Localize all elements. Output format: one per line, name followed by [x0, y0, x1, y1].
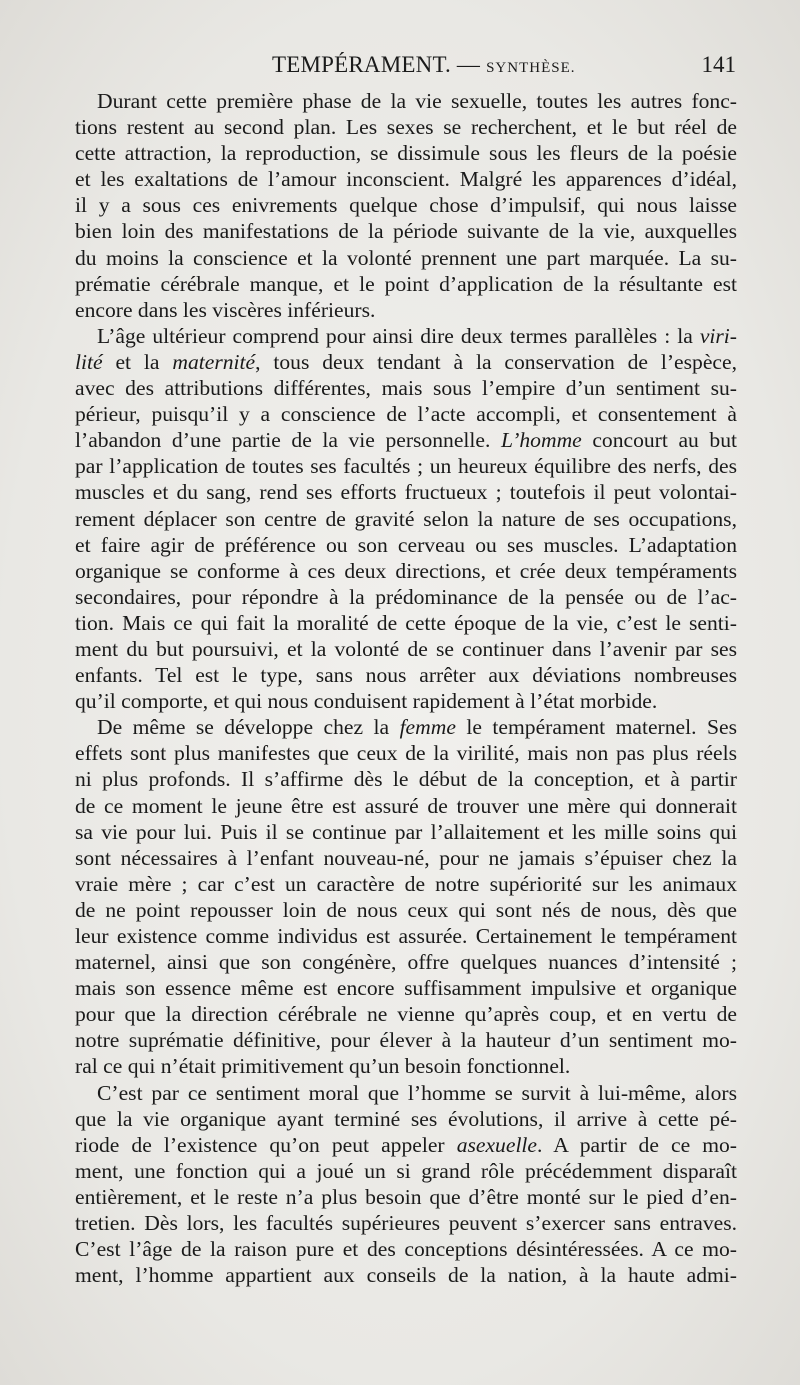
text-segment: riode de l’existence qu’on peut appeler — [75, 1132, 457, 1157]
text-line — [75, 1210, 737, 1236]
text-line — [75, 819, 737, 845]
text-segment: C’est par ce sentiment moral que l’homme se survit à lui-même, alors — [97, 1080, 737, 1105]
text-line — [75, 1001, 737, 1027]
text-line — [75, 662, 737, 688]
text-line — [75, 793, 737, 819]
text-segment: bien loin des manifestations de la période suivante de la vie, auxquelles — [75, 219, 737, 244]
text-line — [75, 479, 737, 505]
italic-text: maternité — [172, 349, 256, 374]
text-line — [75, 1053, 737, 1079]
text-line — [75, 949, 737, 975]
text-line — [75, 1106, 737, 1132]
text-line — [75, 1027, 737, 1053]
text-line — [75, 636, 737, 662]
text-line — [75, 271, 737, 297]
text-segment: Durant cette première phase de la vie sexuelle, toutes les autres fonc- — [97, 89, 737, 113]
text-line — [75, 584, 737, 610]
text-segment: que la vie organique ayant terminé ses évolutions, il arrive à cette pé- — [75, 1106, 737, 1131]
text-segment: enfants. Tel est le type, sans nous arrêter aux déviations nombreuses — [75, 663, 737, 688]
text-line — [75, 506, 737, 532]
text-line — [75, 897, 737, 923]
text-segment: il y a sous ces enivrements quelque chose d’impulsif, qui nous laisse — [75, 193, 737, 218]
section-title: SYNTHÈSE. — [486, 60, 576, 76]
text-line — [75, 218, 737, 244]
text-line — [75, 871, 737, 897]
text-segment: vraie mère ; car c’est un caractère de notre supériorité sur les animaux — [75, 871, 737, 896]
text-segment: de ne point repousser loin de nous ceux qui sont nés de nous, dès que — [75, 897, 737, 922]
text-segment: par l’application de toutes ses facultés ; un heureux équilibre des nerfs, des — [75, 454, 737, 479]
text-segment: de ce moment le jeune être est assuré de trouver une mère qui donnerait — [75, 793, 737, 818]
text-segment: ment, l’homme appartient aux conseils de la nation, à la haute admi- — [75, 1263, 737, 1288]
text-segment: avec des attributions différentes, mais sous l’empire d’un sentiment su- — [75, 376, 737, 401]
text-segment: et faire agir de préférence ou son cerveau ou ses muscles. L’adaptation — [75, 532, 737, 557]
text-line — [75, 766, 737, 792]
text-segment: encore dans les viscères inférieurs. — [75, 297, 376, 322]
text-segment: ment du but poursuivi, et la volonté de se continuer dans l’avenir par ses — [75, 636, 737, 661]
text-line — [75, 688, 737, 714]
text-segment: organique se conforme à ces deux directions, et crée deux tempéraments — [75, 558, 737, 583]
text-segment: le tempérament maternel. Ses — [455, 715, 737, 740]
text-line — [75, 453, 737, 479]
text-segment: De même se développe chez la — [97, 715, 400, 740]
text-line — [75, 1132, 737, 1158]
text-segment: concourt au but — [581, 428, 738, 453]
text-line — [75, 1158, 737, 1184]
running-head — [0, 50, 800, 82]
text-line — [75, 323, 737, 349]
text-line — [75, 375, 737, 401]
text-segment: ni plus profonds. Il s’affirme dès le début de la conception, et à partir — [75, 767, 737, 792]
italic-text: viri- — [699, 323, 737, 348]
text-segment: ment, une fonction qui a joué un si grand rôle précédemment disparaît — [75, 1158, 737, 1183]
text-segment: mais son essence même est encore suffisamment impulsive et organique — [75, 976, 737, 1001]
text-segment: tretien. Dès lors, les facultés supérieures peuvent s’exercer sans entraves. — [75, 1211, 737, 1236]
text-segment: leur existence comme individus est assurée. Certainement le tempérament — [75, 924, 737, 948]
text-line — [75, 245, 737, 271]
text-segment: entièrement, et le reste n’a plus besoin que d’être monté sur le pied d’en- — [75, 1184, 737, 1209]
text-segment: muscles et du sang, rend ses efforts fructueux ; toutefois il peut volontai- — [75, 480, 737, 505]
text-line — [75, 349, 737, 375]
text-segment: pour que la direction cérébrale ne vienne qu’après coup, et en vertu de — [75, 1002, 737, 1027]
text-line — [75, 88, 737, 114]
text-segment: rement déplacer son centre de gravité selon la nature de ses occupations, — [75, 506, 737, 531]
italic-text: femme — [399, 715, 456, 740]
text-segment: et la — [102, 349, 173, 374]
text-segment: cette attraction, la reproduction, se dissimule sous les fleurs de la poésie — [75, 141, 737, 166]
running-head-title — [272, 52, 575, 78]
text-line — [75, 923, 737, 949]
text-line — [75, 401, 737, 427]
text-segment: maternel, ainsi que son congénère, offre quelques nuances d’intensité ; — [75, 950, 737, 975]
text-line — [75, 140, 737, 166]
text-line — [75, 297, 737, 323]
text-line — [75, 845, 737, 871]
text-segment: sont nécessaires à l’enfant nouveau-né, pour ne jamais s’épuiser chez la — [75, 845, 737, 870]
text-line — [75, 532, 737, 558]
italic-text: L’homme — [500, 428, 582, 453]
italic-text: lité — [75, 349, 103, 374]
text-segment: sa vie pour lui. Puis il se continue par l’allaitement et les mille soins qui — [75, 819, 737, 844]
text-line — [75, 558, 737, 584]
text-segment: prématie cérébrale manque, et le point d’application de la résultante est — [75, 271, 737, 296]
text-segment: . A partir de ce mo- — [537, 1132, 737, 1157]
body-text — [75, 88, 737, 1288]
running-head-dash: — — [456, 52, 481, 77]
text-segment: l’abandon d’une partie de la vie personnelle. — [75, 428, 501, 453]
text-line — [75, 1262, 737, 1288]
text-line — [75, 166, 737, 192]
text-line — [75, 1236, 737, 1262]
text-segment: tion. Mais ce qui fait la moralité de cette époque de la vie, c’est le senti- — [75, 610, 737, 635]
text-segment: périeur, puisqu’il y a conscience de l’acte accompli, et consentement à — [75, 402, 737, 427]
text-segment: C’est l’âge de la raison pure et des conceptions désintéressées. A ce mo- — [75, 1237, 737, 1262]
text-line — [75, 192, 737, 218]
text-segment: ral ce qui n’était primitivement qu’un besoin fonctionnel. — [75, 1054, 571, 1079]
text-line — [75, 975, 737, 1001]
text-segment: secondaires, pour répondre à la prédominance de la pensée ou de l’ac- — [75, 584, 737, 609]
text-line — [75, 610, 737, 636]
text-line — [75, 427, 737, 453]
italic-text: asexuelle — [456, 1132, 538, 1157]
text-segment: du moins la conscience et la volonté prennent une part marquée. La su- — [75, 245, 737, 270]
text-segment: et les exaltations de l’amour inconscient. Malgré les apparences d’idéal, — [75, 167, 737, 192]
text-line — [75, 1184, 737, 1210]
page-number: 141 — [701, 52, 736, 77]
text-line — [75, 114, 737, 140]
text-segment: notre suprématie définitive, pour élever à la hauteur d’un sentiment mo- — [75, 1028, 737, 1053]
text-line — [75, 740, 737, 766]
text-line — [75, 1080, 737, 1106]
text-segment: tions restent au second plan. Les sexes se recherchent, et le but réel de — [75, 115, 737, 140]
text-segment: qu’il comporte, et qui nous conduisent rapidement à l’état morbide. — [75, 689, 658, 714]
text-segment: effets sont plus manifestes que ceux de la virilité, mais non pas plus réels — [75, 741, 737, 766]
chapter-title: TEMPÉRAMENT. — [272, 52, 451, 77]
text-line — [75, 714, 737, 740]
text-segment: L’âge ultérieur comprend pour ainsi dire deux termes parallèles : la — [97, 323, 700, 348]
text-segment: , tous deux tendant à la conservation de l’espèce, — [255, 349, 737, 374]
